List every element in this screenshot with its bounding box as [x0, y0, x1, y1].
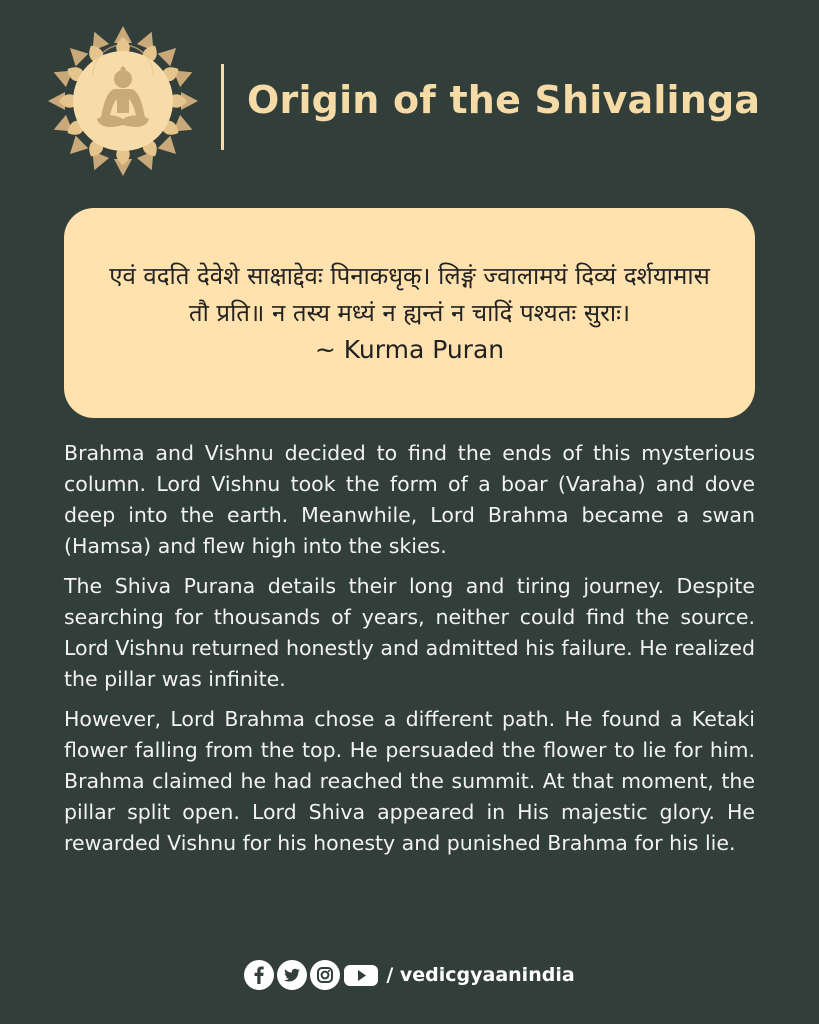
- paragraph: The Shiva Purana details their long and tiring journey. Despite searching for thousands of years, neither could find the source. Lord Vishnu returned honestly and admitted his failure. He realized the pillar was infinite.: [64, 574, 755, 691]
- paragraph: Brahma and Vishnu decided to find the ends of this mysterious column. Lord Vishnu took the form of a boar (Varaha) and dove deep into the earth. Meanwhile, Lord Brahma became a swan (Hamsa) and flew high into the skies.: [64, 441, 755, 558]
- social-handle[interactable]: / vedicgyaanindia: [386, 964, 575, 986]
- logo: [47, 25, 199, 177]
- paragraph: However, Lord Brahma chose a different path. He found a Ketaki flower falling from the top. He persuaded the flower to lie for him. Brahma claimed he had reached the summit. At that moment, the pillar split open. Lord Shiva appeared in His majestic glory. He rewarded Vishnu for his honesty and punished Brahma for his lie.: [64, 707, 755, 855]
- header-divider: [221, 64, 224, 150]
- sanskrit-verse: एवं वदति देवेशे साक्षाद्देवः पिनाकधृक्। लिङ्गं ज्वालामयं दिव्यं दर्शयामास तौ प्रति॥ न तस्य मध्यं न ह्यन्तं न चादिं पश्यतः सुराः।: [109, 262, 710, 327]
- twitter-icon[interactable]: [277, 960, 307, 990]
- quote-box: [64, 208, 755, 418]
- youtube-icon[interactable]: [343, 960, 379, 990]
- instagram-icon[interactable]: [310, 960, 340, 990]
- article-body: [64, 438, 755, 868]
- social-footer: [0, 955, 819, 995]
- facebook-icon[interactable]: [244, 960, 274, 990]
- quote-source: ~ Kurma Puran: [314, 335, 505, 364]
- meditating-figure-lotus-icon: [47, 25, 199, 177]
- page-title: Origin of the Shivalinga: [247, 78, 761, 122]
